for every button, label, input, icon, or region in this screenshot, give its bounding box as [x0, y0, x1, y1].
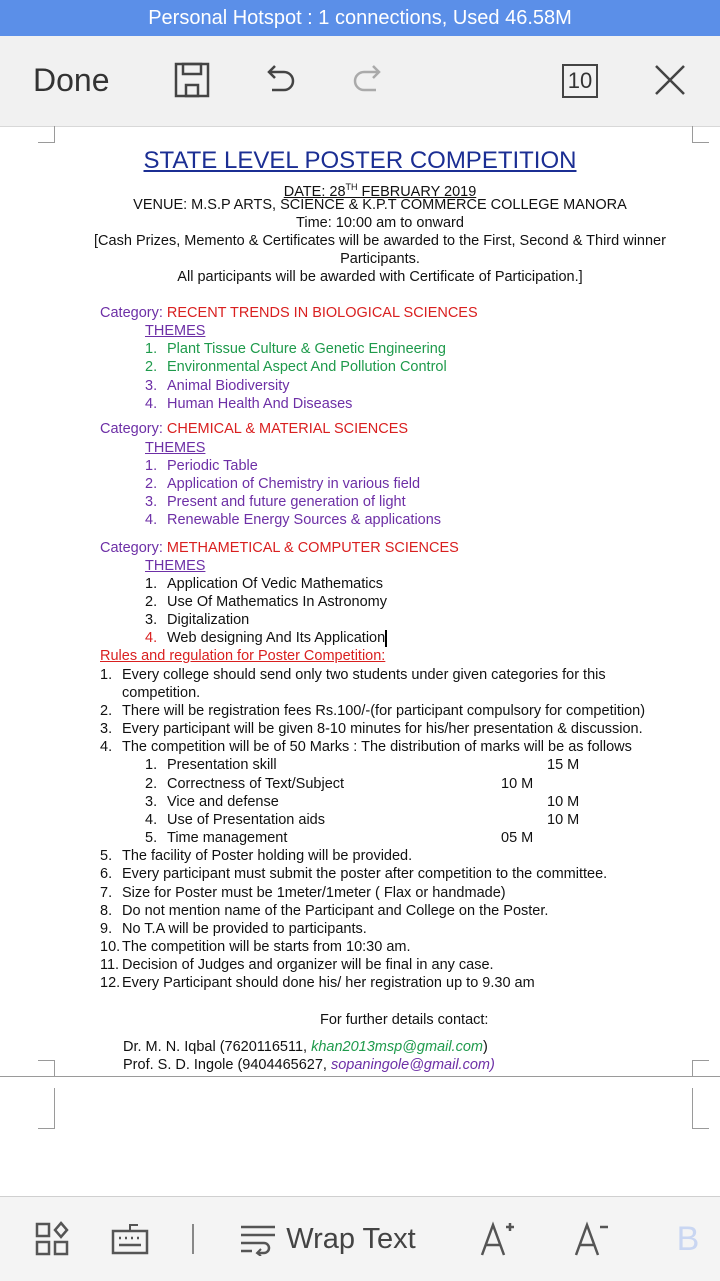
status-bar: [0, 0, 720, 36]
theme-item: 2. Application of Chemistry in various field: [145, 476, 421, 492]
mark-item: 4. Use of Presentation aids: [145, 812, 325, 828]
page-count-button[interactable]: 10: [562, 64, 598, 98]
margin-corner-tl: [38, 126, 55, 143]
category-heading: Category: CHEMICAL & MATERIAL SCIENCES: [100, 421, 409, 437]
document-page[interactable]: [0, 126, 720, 1076]
margin-corner-br: [692, 1060, 709, 1077]
redo-icon[interactable]: [346, 58, 390, 102]
rule-item: 7. Size for Poster must be 1meter/1meter ( Flax or handmade): [100, 885, 506, 901]
themes-label: THEMES: [145, 323, 206, 339]
themes-label: THEMES: [145, 440, 206, 456]
margin-corner-next-tl: [38, 1088, 55, 1129]
toolbar-separator: [188, 1215, 198, 1263]
theme-item: 1. Periodic Table: [145, 458, 258, 474]
doc-venue: VENUE: M.S.P ARTS, SCIENCE & K.P.T COMMERCE COLLEGE MANORA: [133, 197, 627, 213]
editor-toolbar: [0, 36, 720, 127]
theme-item: 4. Renewable Energy Sources & applications: [145, 512, 442, 528]
contact-email[interactable]: sopaningole@gmail.com): [330, 1057, 495, 1073]
status-text: Personal Hotspot : 1 connections, Used 46.58M: [148, 6, 572, 29]
undo-icon[interactable]: [258, 58, 302, 102]
done-button[interactable]: Done: [33, 62, 110, 98]
bold-label: B: [676, 1219, 700, 1258]
theme-item: 2. Environmental Aspect And Pollution Control: [145, 359, 447, 375]
keyboard-icon[interactable]: [108, 1215, 152, 1263]
bold-button[interactable]: [668, 1215, 708, 1263]
rule-item: 8. Do not mention name of the Participant and College on the Poster.: [100, 903, 549, 919]
grid-icon[interactable]: [30, 1215, 74, 1263]
rule-item: competition.: [122, 685, 201, 701]
rule-item: 12. Every Participant should done his/ her registration up to 9.30 am: [100, 975, 535, 991]
margin-corner-bl: [38, 1060, 55, 1077]
mark-value: 10 M: [501, 776, 534, 792]
mark-item: 5. Time management: [145, 830, 288, 846]
theme-item: 2. Use Of Mathematics In Astronomy: [145, 594, 387, 610]
theme-item: 1. Plant Tissue Culture & Genetic Engineering: [145, 341, 446, 357]
wrap-text-label: Wrap Text: [286, 1222, 416, 1255]
rule-item: 5. The facility of Poster holding will be provided.: [100, 848, 413, 864]
rule-item: 4. The competition will be of 50 Marks : The distribution of marks will be as follows: [100, 739, 632, 755]
doc-prizes-line1: [Cash Prizes, Memento & Certificates will be awarded to the First, Second & Third winner: [94, 233, 666, 249]
contact-email[interactable]: khan2013msp@gmail.com: [311, 1039, 483, 1055]
category-heading: Category: RECENT TRENDS IN BIOLOGICAL SCIENCES: [100, 305, 478, 321]
theme-item: 4. Web designing And Its Application: [145, 630, 386, 646]
close-icon[interactable]: [648, 58, 692, 102]
wrap-text-icon: [238, 1222, 278, 1256]
mark-value: 05 M: [501, 830, 534, 846]
theme-item: 1. Application Of Vedic Mathematics: [145, 576, 383, 592]
theme-item: 4. Human Health And Diseases: [145, 396, 353, 412]
doc-prizes-line2: Participants.: [340, 251, 420, 267]
theme-item: 3. Animal Biodiversity: [145, 378, 290, 394]
rule-item: 6. Every participant must submit the poster after competition to the committee.: [100, 866, 608, 882]
text-cursor: [385, 630, 387, 647]
rule-item: 11. Decision of Judges and organizer will be final in any case.: [100, 957, 494, 973]
doc-prizes-line3: All participants will be awarded with Certificate of Participation.]: [177, 269, 583, 285]
wrap-text-button[interactable]: [234, 1215, 420, 1263]
margin-corner-tr: [692, 126, 709, 143]
mark-item: 2. Correctness of Text/Subject: [145, 776, 345, 792]
doc-time: Time: 10:00 am to onward: [296, 215, 464, 231]
rule-item: 9. No T.A will be provided to participants.: [100, 921, 367, 937]
mark-value: 10 M: [547, 812, 580, 828]
mark-item: 1. Presentation skill: [145, 757, 277, 773]
contact-line: Dr. M. N. Iqbal (7620116511, khan2013msp@gmail.com): [123, 1039, 488, 1055]
rule-item: 2. There will be registration fees Rs.100/-(for participant compulsory for competition): [100, 703, 646, 719]
mark-item: 3. Vice and defense: [145, 794, 279, 810]
doc-title: STATE LEVEL POSTER COMPETITION: [143, 147, 577, 174]
format-bar: [0, 1196, 720, 1281]
mark-value: 10 M: [547, 794, 580, 810]
page-break-divider: [0, 1076, 720, 1077]
themes-label: THEMES: [145, 558, 206, 574]
save-icon[interactable]: [170, 58, 214, 102]
increase-font-icon[interactable]: [474, 1215, 518, 1263]
contact-line: Prof. S. D. Ingole (9404465627, sopaningole@gmail.com): [123, 1057, 495, 1073]
mark-value: 15 M: [547, 757, 580, 773]
rule-item: 10. The competition will be starts from 10:30 am.: [100, 939, 411, 955]
margin-corner-next-tr: [692, 1088, 709, 1129]
rules-title: Rules and regulation for Poster Competition:: [100, 648, 386, 664]
decrease-font-icon[interactable]: [568, 1215, 612, 1263]
doc-date: DATE: 28TH FEBRUARY 2019: [283, 182, 477, 200]
theme-item: 3. Digitalization: [145, 612, 250, 628]
rule-item: 1. Every college should send only two students under given categories for this: [100, 667, 606, 683]
category-heading: Category: METHAMETICAL & COMPUTER SCIENCES: [100, 540, 459, 556]
theme-item: 3. Present and future generation of light: [145, 494, 406, 510]
contact-heading: For further details contact:: [320, 1012, 489, 1028]
rule-item: 3. Every participant will be given 8-10 minutes for his/her presentation & discussion.: [100, 721, 643, 737]
